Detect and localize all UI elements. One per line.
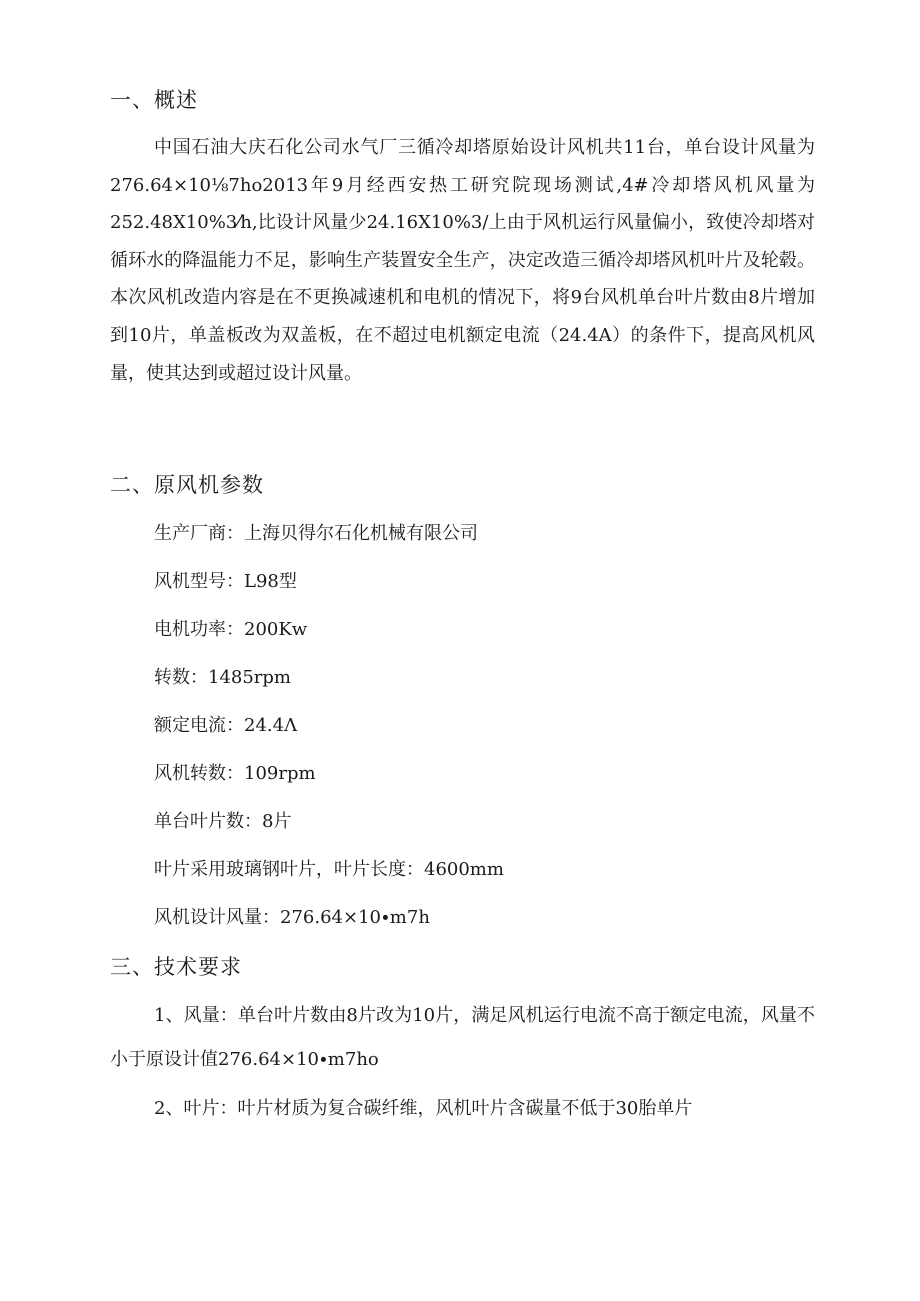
param-manufacturer: 生产厂商：上海贝得尔石化机械有限公司 — [154, 523, 478, 544]
overview-paragraph: 中国石油大庆石化公司水气厂三循冷却塔原始设计风机共11台，单台设计风量为276.64×10⅛7ho2013年9月经西安热工研究院现场测试,4#冷却塔风机风量为252.48X10%3⁄h,比设计风量少24.16X10%3/上由于风机运行风量偏小，致使冷却塔对循环水的降温能力不足，影响生产装置安全生产，决定改造三循冷却塔风机叶片及轮毂。本次风机改造内容是在不更换减速机和电机的情况下，将9台风机单台叶片数由8片增加到10片，单盖板改为双盖板，在不超过电机额定电流（24.4A）的条件下，提高风机风量，使其达到或超过设计风量。 — [110, 137, 815, 384]
section-heading-overview: 一、概述 — [110, 88, 198, 112]
param-motor-speed: 转数：1485rpm — [154, 667, 292, 688]
param-design-airflow: 风机设计风量：276.64×10∙m7h — [154, 907, 430, 928]
requirement-blades: 2、叶片：叶片材质为复合碳纤维，风机叶片含碳量不低于30胎单片 — [154, 1098, 693, 1119]
requirement-airflow: 1、风量：单台叶片数由8片改为10片，满足风机运行电流不高于额定电流，风量不小于原设计值276.64×10∙m7ho — [110, 1005, 815, 1070]
param-fan-model: 风机型号：L98型 — [154, 571, 297, 592]
section-heading-original-params: 二、原风机参数 — [110, 473, 264, 497]
param-blade-material: 叶片采用玻璃钢叶片，叶片长度：4600mm — [154, 859, 504, 880]
param-motor-power: 电机功率：200Kw — [154, 619, 308, 640]
param-rated-current: 额定电流：24.4Λ — [154, 715, 298, 736]
param-fan-speed: 风机转数：109rpm — [154, 763, 316, 784]
param-blade-count: 单台叶片数：8片 — [154, 811, 292, 832]
section-heading-tech-requirements: 三、技术要求 — [110, 955, 242, 979]
